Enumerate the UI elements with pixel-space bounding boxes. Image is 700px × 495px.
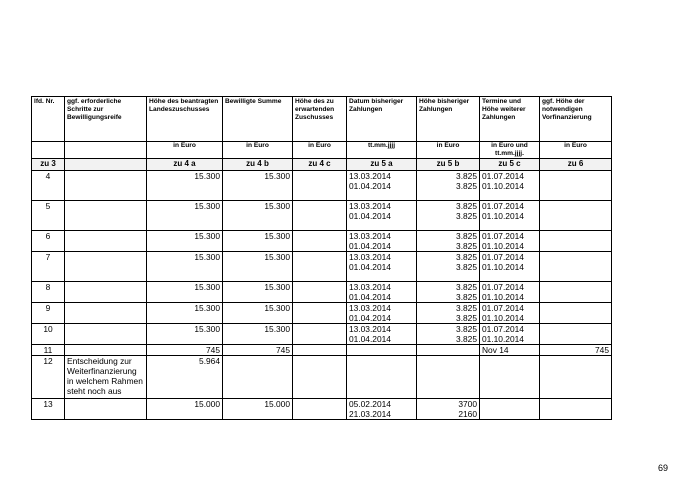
- table-row: [32, 171, 612, 201]
- row-prefinance: [540, 201, 612, 231]
- row-steps: [65, 324, 147, 345]
- row-further-line: 01.10.2014: [482, 241, 524, 252]
- row-approved: 745: [223, 345, 293, 356]
- table-row: [32, 399, 612, 420]
- row-prefinance: [540, 324, 612, 345]
- row-expected: [293, 399, 347, 420]
- funding-table: [31, 96, 612, 420]
- page-number: 69: [658, 463, 669, 473]
- table-row: [32, 356, 612, 399]
- row-dates-line: 01.04.2014: [349, 292, 391, 303]
- row-further-line: 01.07.2014: [482, 252, 524, 263]
- row-amounts-line: 3.825: [456, 201, 477, 212]
- row-amounts-line: 2160: [458, 409, 477, 420]
- row-amounts-line: 3.825: [456, 241, 477, 252]
- unit-cell: in Euro: [293, 142, 347, 159]
- row-dates: [347, 171, 417, 201]
- row-amounts-line: 3.825: [456, 262, 477, 273]
- row-further: [480, 252, 540, 282]
- row-approved: 15.300: [223, 231, 293, 252]
- row-dates: [347, 345, 417, 356]
- row-prefinance: [540, 399, 612, 420]
- header-further: Termine und Höhe weiterer Zahlungen: [480, 97, 540, 142]
- row-prefinance: 745: [540, 345, 612, 356]
- row-further: [480, 201, 540, 231]
- row-number: 12: [32, 356, 65, 399]
- row-requested: 15.300: [147, 231, 223, 252]
- row-dates-line: 01.04.2014: [349, 181, 391, 192]
- row-dates: [347, 356, 417, 399]
- row-approved: [223, 356, 293, 399]
- row-steps: [65, 171, 147, 201]
- reference-cell: zu 4 b: [223, 159, 293, 171]
- row-number: 10: [32, 324, 65, 345]
- row-approved: 15.300: [223, 324, 293, 345]
- row-expected: [293, 303, 347, 324]
- row-steps: Entscheidung zur Weiterfinanzierung in welchem Rahmen steht noch aus: [65, 356, 147, 399]
- header-prefinance: ggf. Höhe der notwendigen Vorfinanzierung: [540, 97, 612, 142]
- row-expected: [293, 345, 347, 356]
- row-further-line: 01.10.2014: [482, 334, 524, 345]
- row-amounts: [417, 171, 480, 201]
- unit-cell: tt.mm.jjjj: [347, 142, 417, 159]
- row-further: [480, 345, 540, 356]
- row-amounts: [417, 303, 480, 324]
- row-expected: [293, 231, 347, 252]
- reference-cell: zu 5 a: [347, 159, 417, 171]
- row-approved: 15.300: [223, 252, 293, 282]
- row-number: 6: [32, 231, 65, 252]
- row-requested: 15.300: [147, 171, 223, 201]
- row-requested: 5.964: [147, 356, 223, 399]
- row-number: 11: [32, 345, 65, 356]
- row-prefinance: [540, 252, 612, 282]
- row-dates: [347, 399, 417, 420]
- row-further: [480, 356, 540, 399]
- table-row: [32, 231, 612, 252]
- row-further: [480, 171, 540, 201]
- row-dates: [347, 252, 417, 282]
- row-dates-line: 01.04.2014: [349, 262, 391, 273]
- row-steps: [65, 345, 147, 356]
- row-amounts: [417, 282, 480, 303]
- unit-cell: in Euro: [147, 142, 223, 159]
- row-amounts-line: 3.825: [456, 171, 477, 182]
- row-dates-line: 01.04.2014: [349, 241, 391, 252]
- row-dates-line: 13.03.2014: [349, 252, 391, 263]
- row-steps: [65, 303, 147, 324]
- reference-cell: zu 4 a: [147, 159, 223, 171]
- row-dates-line: 13.03.2014: [349, 171, 391, 182]
- row-amounts-line: 3.825: [456, 282, 477, 293]
- unit-cell: in Euro: [540, 142, 612, 159]
- row-expected: [293, 282, 347, 303]
- row-further-line: Nov 14: [482, 345, 509, 356]
- row-further-line: 01.07.2014: [482, 324, 524, 335]
- row-amounts: [417, 345, 480, 356]
- row-dates-line: 13.03.2014: [349, 303, 391, 314]
- row-amounts: [417, 356, 480, 399]
- row-further: [480, 231, 540, 252]
- row-amounts-line: 3.825: [456, 181, 477, 192]
- row-approved: 15.300: [223, 201, 293, 231]
- header-row: [32, 97, 612, 142]
- header-steps: ggf. erforderliche Schritte zur Bewilligungsreife: [65, 97, 147, 142]
- table-row: [32, 252, 612, 282]
- row-dates-line: 21.03.2014: [349, 409, 391, 420]
- reference-cell: zu 6: [540, 159, 612, 171]
- row-further-line: 01.10.2014: [482, 313, 524, 324]
- row-dates-line: 13.03.2014: [349, 231, 391, 242]
- reference-cell: zu 3: [32, 159, 65, 171]
- row-further-line: 01.07.2014: [482, 282, 524, 293]
- header-amounts: Höhe bisheriger Zahlungen: [417, 97, 480, 142]
- row-prefinance: [540, 282, 612, 303]
- reference-cell: [65, 159, 147, 171]
- header-expected: Höhe des zu erwartenden Zuschusses: [293, 97, 347, 142]
- row-prefinance: [540, 303, 612, 324]
- row-dates-line: 13.03.2014: [349, 201, 391, 212]
- row-requested: 15.300: [147, 201, 223, 231]
- row-dates-line: 13.03.2014: [349, 324, 391, 335]
- row-prefinance: [540, 356, 612, 399]
- row-requested: 15.000: [147, 399, 223, 420]
- unit-row: [32, 142, 612, 159]
- row-amounts: [417, 252, 480, 282]
- row-steps: [65, 282, 147, 303]
- header-nr: lfd. Nr.: [32, 97, 65, 142]
- row-expected: [293, 201, 347, 231]
- row-dates: [347, 303, 417, 324]
- row-steps: [65, 252, 147, 282]
- unit-cell: in Euro und tt.mm.jjjj.: [480, 142, 540, 159]
- table-row: [32, 303, 612, 324]
- row-further: [480, 324, 540, 345]
- row-amounts-line: 3.825: [456, 324, 477, 335]
- row-dates: [347, 201, 417, 231]
- reference-row: [32, 159, 612, 171]
- row-expected: [293, 356, 347, 399]
- row-amounts-line: 3.825: [456, 303, 477, 314]
- row-steps: [65, 399, 147, 420]
- row-dates-line: 01.04.2014: [349, 211, 391, 222]
- row-expected: [293, 252, 347, 282]
- row-number: 7: [32, 252, 65, 282]
- row-requested: 745: [147, 345, 223, 356]
- row-amounts: [417, 231, 480, 252]
- table-row: [32, 345, 612, 356]
- row-further-line: 01.07.2014: [482, 201, 524, 212]
- reference-cell: zu 5 c: [480, 159, 540, 171]
- table-row: [32, 201, 612, 231]
- row-number: 4: [32, 171, 65, 201]
- row-amounts-line: 3700: [458, 399, 477, 410]
- row-amounts: [417, 201, 480, 231]
- row-number: 8: [32, 282, 65, 303]
- row-number: 9: [32, 303, 65, 324]
- row-approved: 15.300: [223, 282, 293, 303]
- row-expected: [293, 324, 347, 345]
- table-row: [32, 282, 612, 303]
- row-amounts: [417, 399, 480, 420]
- row-amounts: [417, 324, 480, 345]
- row-steps: [65, 231, 147, 252]
- row-further-line: 01.10.2014: [482, 181, 524, 192]
- header-dates: Datum bisheriger Zahlungen: [347, 97, 417, 142]
- row-dates-line: 01.04.2014: [349, 313, 391, 324]
- row-steps: [65, 201, 147, 231]
- header-approved: Bewilligte Summe: [223, 97, 293, 142]
- row-further-line: 01.10.2014: [482, 262, 524, 273]
- row-amounts-line: 3.825: [456, 231, 477, 242]
- row-amounts-line: 3.825: [456, 252, 477, 263]
- header-requested: Höhe des beantragten Landeszuschusses: [147, 97, 223, 142]
- row-amounts-line: 3.825: [456, 292, 477, 303]
- row-amounts-line: 3.825: [456, 211, 477, 222]
- unit-cell: [32, 142, 65, 159]
- reference-cell: zu 5 b: [417, 159, 480, 171]
- row-further-line: 01.10.2014: [482, 292, 524, 303]
- row-further-line: 01.07.2014: [482, 171, 524, 182]
- row-further-line: 01.07.2014: [482, 303, 524, 314]
- row-requested: 15.300: [147, 282, 223, 303]
- row-dates-line: 13.03.2014: [349, 282, 391, 293]
- row-requested: 15.300: [147, 252, 223, 282]
- row-number: 13: [32, 399, 65, 420]
- reference-cell: zu 4 c: [293, 159, 347, 171]
- row-approved: 15.300: [223, 303, 293, 324]
- row-prefinance: [540, 231, 612, 252]
- row-expected: [293, 171, 347, 201]
- row-dates: [347, 282, 417, 303]
- row-prefinance: [540, 171, 612, 201]
- row-requested: 15.300: [147, 303, 223, 324]
- table-row: [32, 324, 612, 345]
- row-further: [480, 303, 540, 324]
- unit-cell: in Euro: [223, 142, 293, 159]
- unit-cell: [65, 142, 147, 159]
- row-further-line: 01.10.2014: [482, 211, 524, 222]
- row-amounts-line: 3.825: [456, 313, 477, 324]
- row-dates-line: 01.04.2014: [349, 334, 391, 345]
- row-further: [480, 399, 540, 420]
- row-amounts-line: 3.825: [456, 334, 477, 345]
- row-dates: [347, 231, 417, 252]
- row-dates: [347, 324, 417, 345]
- unit-cell: in Euro: [417, 142, 480, 159]
- row-dates-line: 05.02.2014: [349, 399, 391, 410]
- row-number: 5: [32, 201, 65, 231]
- row-approved: 15.300: [223, 171, 293, 201]
- row-approved: 15.000: [223, 399, 293, 420]
- row-requested: 15.300: [147, 324, 223, 345]
- row-further: [480, 282, 540, 303]
- row-further-line: 01.07.2014: [482, 231, 524, 242]
